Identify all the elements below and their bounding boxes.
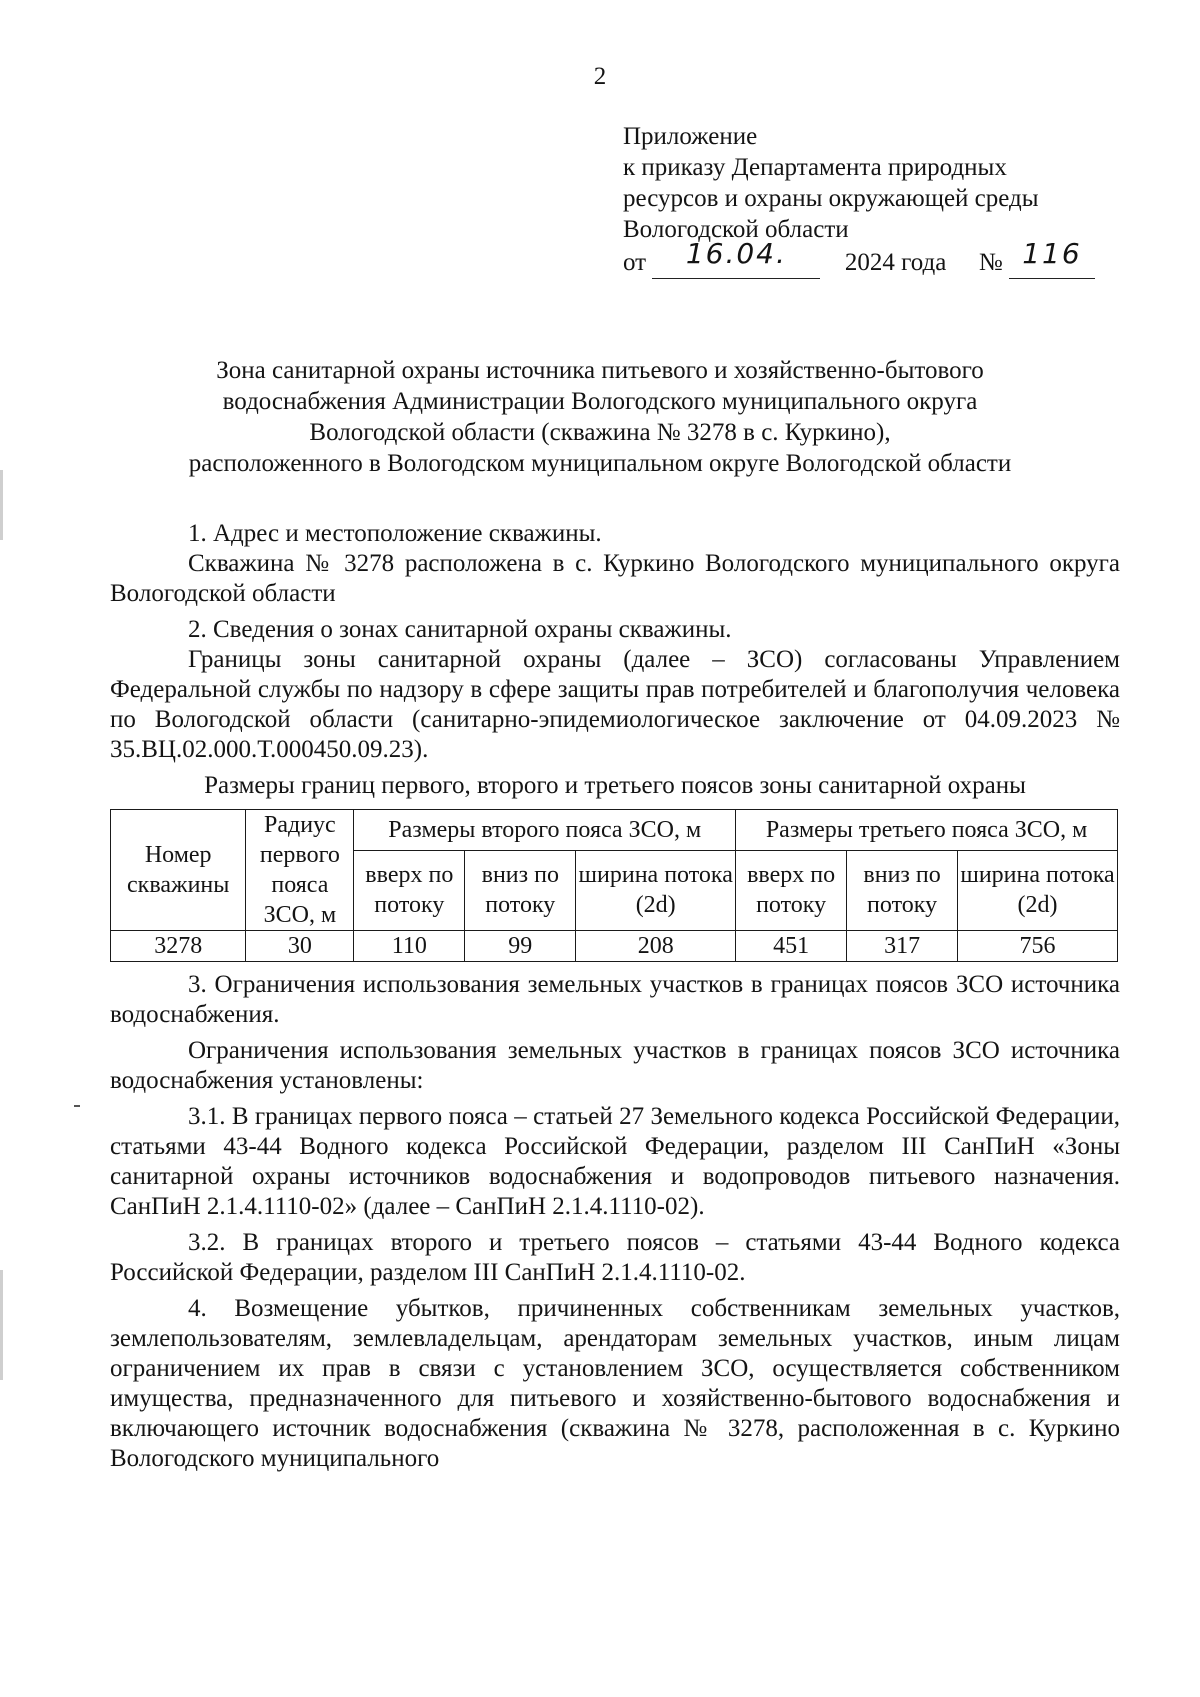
- scan-edge-mark: [0, 470, 3, 540]
- document-body: [110, 519, 1120, 1474]
- year-text: 2024 года: [844, 249, 947, 276]
- cell-second-width: 208: [576, 931, 736, 962]
- cell-second-down: 99: [465, 931, 576, 962]
- section-2-heading: 2. Сведения о зонах санитарной охраны скважины.: [188, 616, 732, 643]
- appendix-line: Вологодской области: [623, 216, 849, 243]
- appendix-block: [623, 122, 1143, 277]
- cell-third-width: 756: [958, 931, 1118, 962]
- title-line: Зона санитарной охраны источника питьевого и хозяйственно-бытового: [216, 357, 984, 384]
- header-stream-width: ширина потока (2d): [958, 850, 1118, 930]
- section-1-heading: 1. Адрес и местоположение скважины.: [188, 520, 602, 547]
- section-3-1: 3.1. В границах первого пояса – статьей 27 Земельного кодекса Российской Федерации, статьями 43-44 Водного кодекса Российской Федерации, разделом III СанПиН «Зоны санитарной охраны источников водоснабжения и водопроводов питьевого назначения. СанПиН 2.1.4.1110-02» (далее – СанПиН 2.1.4.1110-02).: [110, 1103, 1120, 1220]
- header-stream-width: ширина потока (2d): [576, 850, 736, 930]
- date-prefix: от: [623, 249, 647, 276]
- title-line: водоснабжения Администрации Вологодского муниципального округа: [222, 388, 978, 415]
- header-down-stream: вниз по потоку: [465, 850, 576, 930]
- table-caption: Размеры границ первого, второго и третьего поясов зоны санитарной охраны: [204, 772, 1026, 799]
- number-sign: №: [978, 249, 1003, 276]
- header-down-stream: вниз по потоку: [847, 850, 958, 930]
- page-number: 2: [593, 63, 607, 90]
- section-1-text: Скважина № 3278 расположена в с. Куркино Вологодского муниципального округа Вологодской области: [110, 550, 1120, 607]
- header-well-number: Номер скважины: [111, 810, 246, 931]
- number-underline: [1009, 237, 1095, 279]
- handwritten-date: 16.04.: [685, 237, 787, 270]
- header-second-belt: Размеры второго пояса ЗСО, м: [354, 810, 736, 851]
- title-line: Вологодской области (скважина № 3278 в с. Куркино),: [309, 419, 891, 446]
- header-third-belt: Размеры третьего пояса ЗСО, м: [736, 810, 1118, 851]
- cell-second-up: 110: [354, 931, 465, 962]
- document-title: [80, 356, 1120, 480]
- section-4-text: 4. Возмещение убытков, причиненных собственникам земельных участков, землепользователям, землевладельцам, арендаторам земельных участков, иным лицам ограничением их прав в связи с установлением ЗСО, осуществляется собственником имущества, предназначенного для питьевого и хозяйственно-бытового водоснабжения и включающего источник водоснабжения (скважина № 3278, расположенная в с. Куркино Вологодского муниципального: [110, 1295, 1120, 1472]
- handwritten-number: 116: [1022, 237, 1082, 270]
- appendix-line: к приказу Департамента природных: [623, 154, 1007, 181]
- section-3-2: 3.2. В границах второго и третьего поясов – статьями 43-44 Водного кодекса Российской Федерации, разделом III СанПиН 2.1.4.1110-02.: [110, 1229, 1120, 1286]
- section-3-heading: 3. Ограничения использования земельных участков в границах поясов ЗСО источника водоснабжения.: [110, 971, 1120, 1028]
- scan-speck: [74, 1105, 80, 1107]
- cell-third-down: 317: [847, 931, 958, 962]
- table-row: [111, 931, 1118, 962]
- cell-third-up: 451: [736, 931, 847, 962]
- header-radius: Радиус первого пояса ЗСО, м: [246, 810, 354, 931]
- title-line: расположенного в Вологодском муниципальном округе Вологодской области: [188, 450, 1012, 477]
- header-up-stream: вверх по потоку: [736, 850, 847, 930]
- cell-radius: 30: [246, 931, 354, 962]
- section-2-text: Границы зоны санитарной охраны (далее – ЗСО) согласованы Управлением Федеральной службы по надзору в сфере защиты прав потребителей и благополучия человека по Вологодской области (санитарно-эпидемиологическое заключение от 04.09.2023 № 35.ВЦ.02.000.Т.000450.09.23).: [110, 646, 1120, 763]
- appendix-line: ресурсов и охраны окружающей среды: [623, 185, 1039, 212]
- header-up-stream: вверх по потоку: [354, 850, 465, 930]
- section-3-text: Ограничения использования земельных участков в границах поясов ЗСО источника водоснабжения установлены:: [110, 1037, 1120, 1094]
- cell-well-number: 3278: [111, 931, 246, 962]
- appendix-date-line: [623, 237, 1143, 277]
- zones-table: [110, 809, 1118, 962]
- appendix-line: Приложение: [623, 123, 758, 150]
- table-header-row: [111, 810, 1118, 851]
- date-underline: [652, 237, 820, 279]
- scan-edge-mark: [0, 1270, 3, 1380]
